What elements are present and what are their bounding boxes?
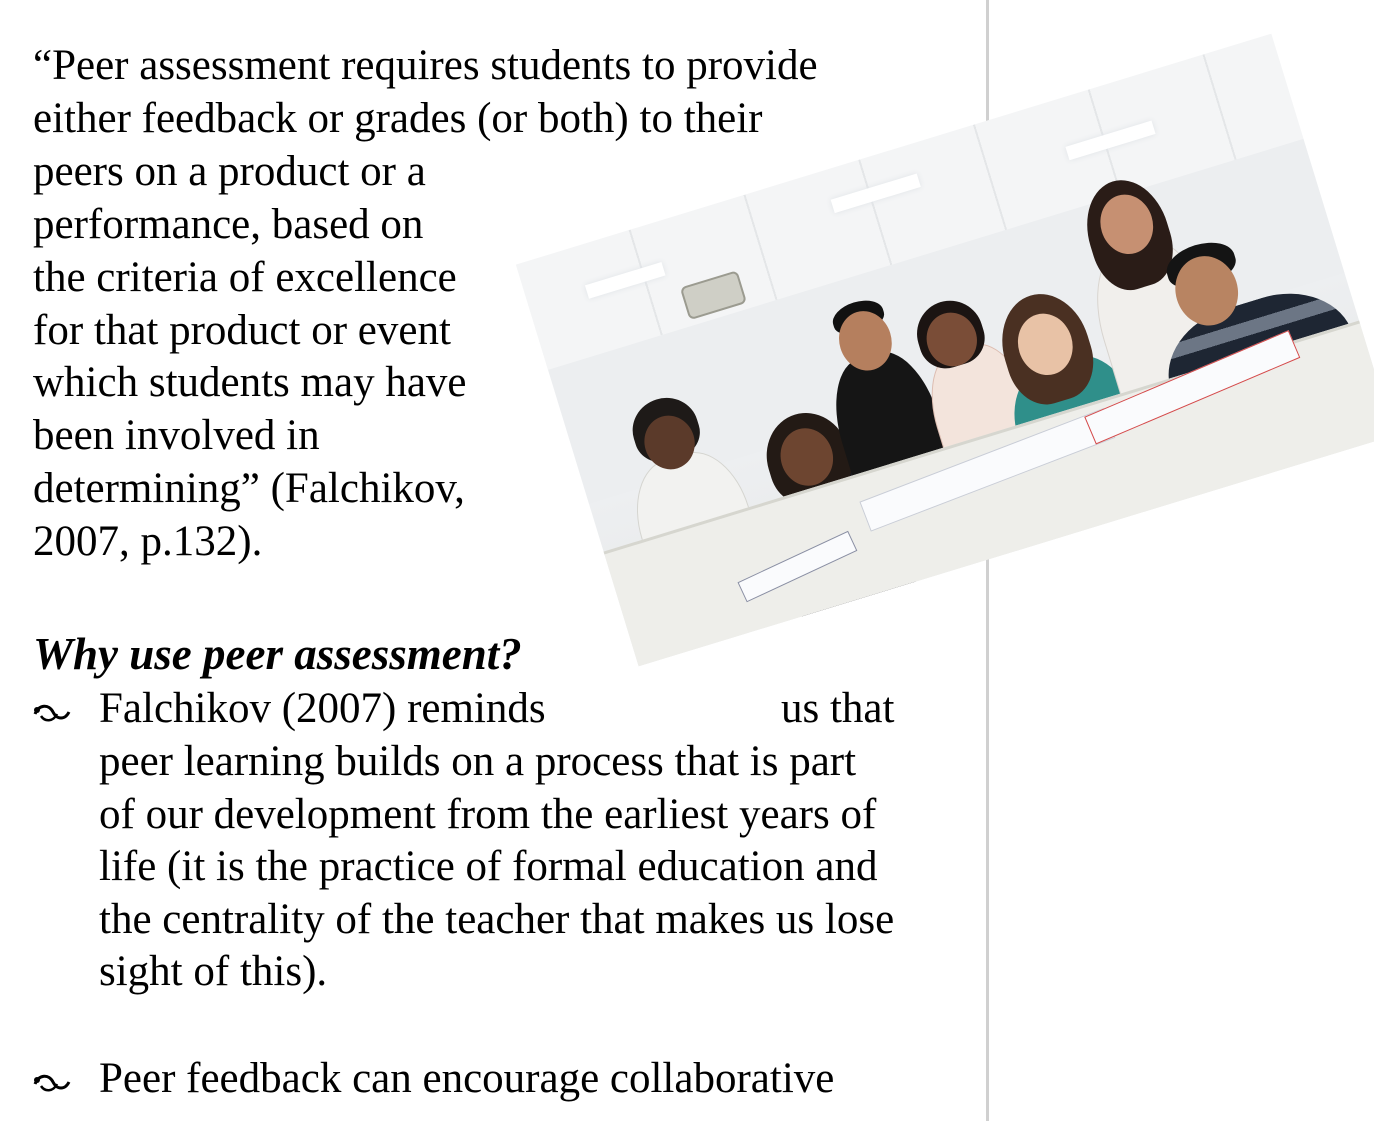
section-heading: Why use peer assessment? <box>33 629 522 679</box>
quote-line: either feedback or grades (or both) to their <box>33 95 763 142</box>
bullet-text-line: the centrality of the teacher that makes us lose <box>99 896 895 943</box>
quote-line: 2007, p.132). <box>33 518 263 565</box>
fleuron-bullet-icon <box>31 1070 73 1094</box>
quote-line: been involved in <box>33 412 320 459</box>
quote-line: for that product or event <box>33 307 451 354</box>
bullet-text-line: of our development from the earliest years of <box>99 791 877 838</box>
bullet-text-line: us that <box>781 685 895 732</box>
quote-line: “Peer assessment requires students to provide <box>33 42 818 89</box>
bullet-text-line: Peer feedback can encourage collaborative <box>99 1055 835 1102</box>
bullet-text-line: sight of this). <box>99 948 328 995</box>
bullet-text-line: life (it is the practice of formal education and <box>99 843 878 890</box>
quote-line: determining” (Falchikov, <box>33 465 465 512</box>
fleuron-bullet-icon <box>31 700 73 724</box>
bullet-text-line: peer learning builds on a process that is part <box>99 738 857 785</box>
quote-line: performance, based on <box>33 201 424 248</box>
quote-line: peers on a product or a <box>33 148 426 195</box>
bullet-text-line: Falchikov (2007) reminds <box>99 685 546 732</box>
quote-line: which students may have <box>33 359 467 406</box>
quote-line: the criteria of excellence <box>33 254 457 301</box>
